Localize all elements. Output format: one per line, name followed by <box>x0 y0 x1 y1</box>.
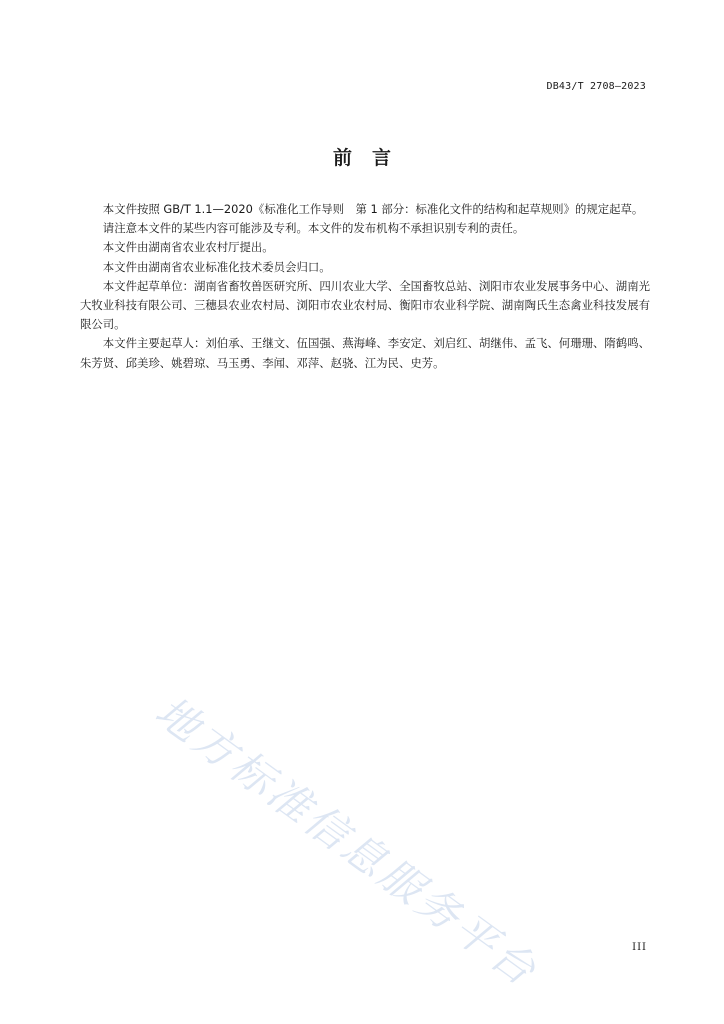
watermark: 地方标准信息服务平台 <box>146 686 548 997</box>
paragraph-drafters: 本文件主要起草人：刘伯承、王继文、伍国强、燕海峰、李安定、刘启红、胡继伟、孟飞、何珊珊、隋鹤鸣、朱芳贤、邱美珍、姚碧琼、马玉勇、李闻、邓萍、赵骁、江为民、史芳。 <box>80 336 650 370</box>
title-char-2: 言 <box>372 147 392 169</box>
paragraph-administered-by: 本文件由湖南省农业标准化技术委员会归口。 <box>102 259 331 274</box>
page-number: III <box>632 942 647 953</box>
paragraph-drafting-units: 本文件起草单位：湖南省畜牧兽医研究所、四川农业大学、全国畜牧总站、浏阳市农业发展事务中心、湖南光大牧业科技有限公司、三穗县农业农村局、浏阳市农业农村局、衡阳市农业科学院、湖南陶氏生态禽业科技发展有限公司。 <box>80 278 650 332</box>
foreword-body <box>80 200 650 373</box>
page-title <box>0 143 724 170</box>
paragraph-drafting-rules: 本文件按照 GB/T 1.1—2020《标准化工作导则 第 1 部分：标准化文件的结构和起草规则》的规定起草。 <box>102 202 644 216</box>
title-char-1: 前 <box>332 147 352 169</box>
paragraph-patent-notice: 请注意本文件的某些内容可能涉及专利。本文件的发布机构不承担识别专利的责任。 <box>102 221 525 236</box>
document-code: DB43/T 2708—2023 <box>546 81 646 92</box>
paragraph-proposed-by: 本文件由湖南省农业农村厅提出。 <box>102 240 274 255</box>
